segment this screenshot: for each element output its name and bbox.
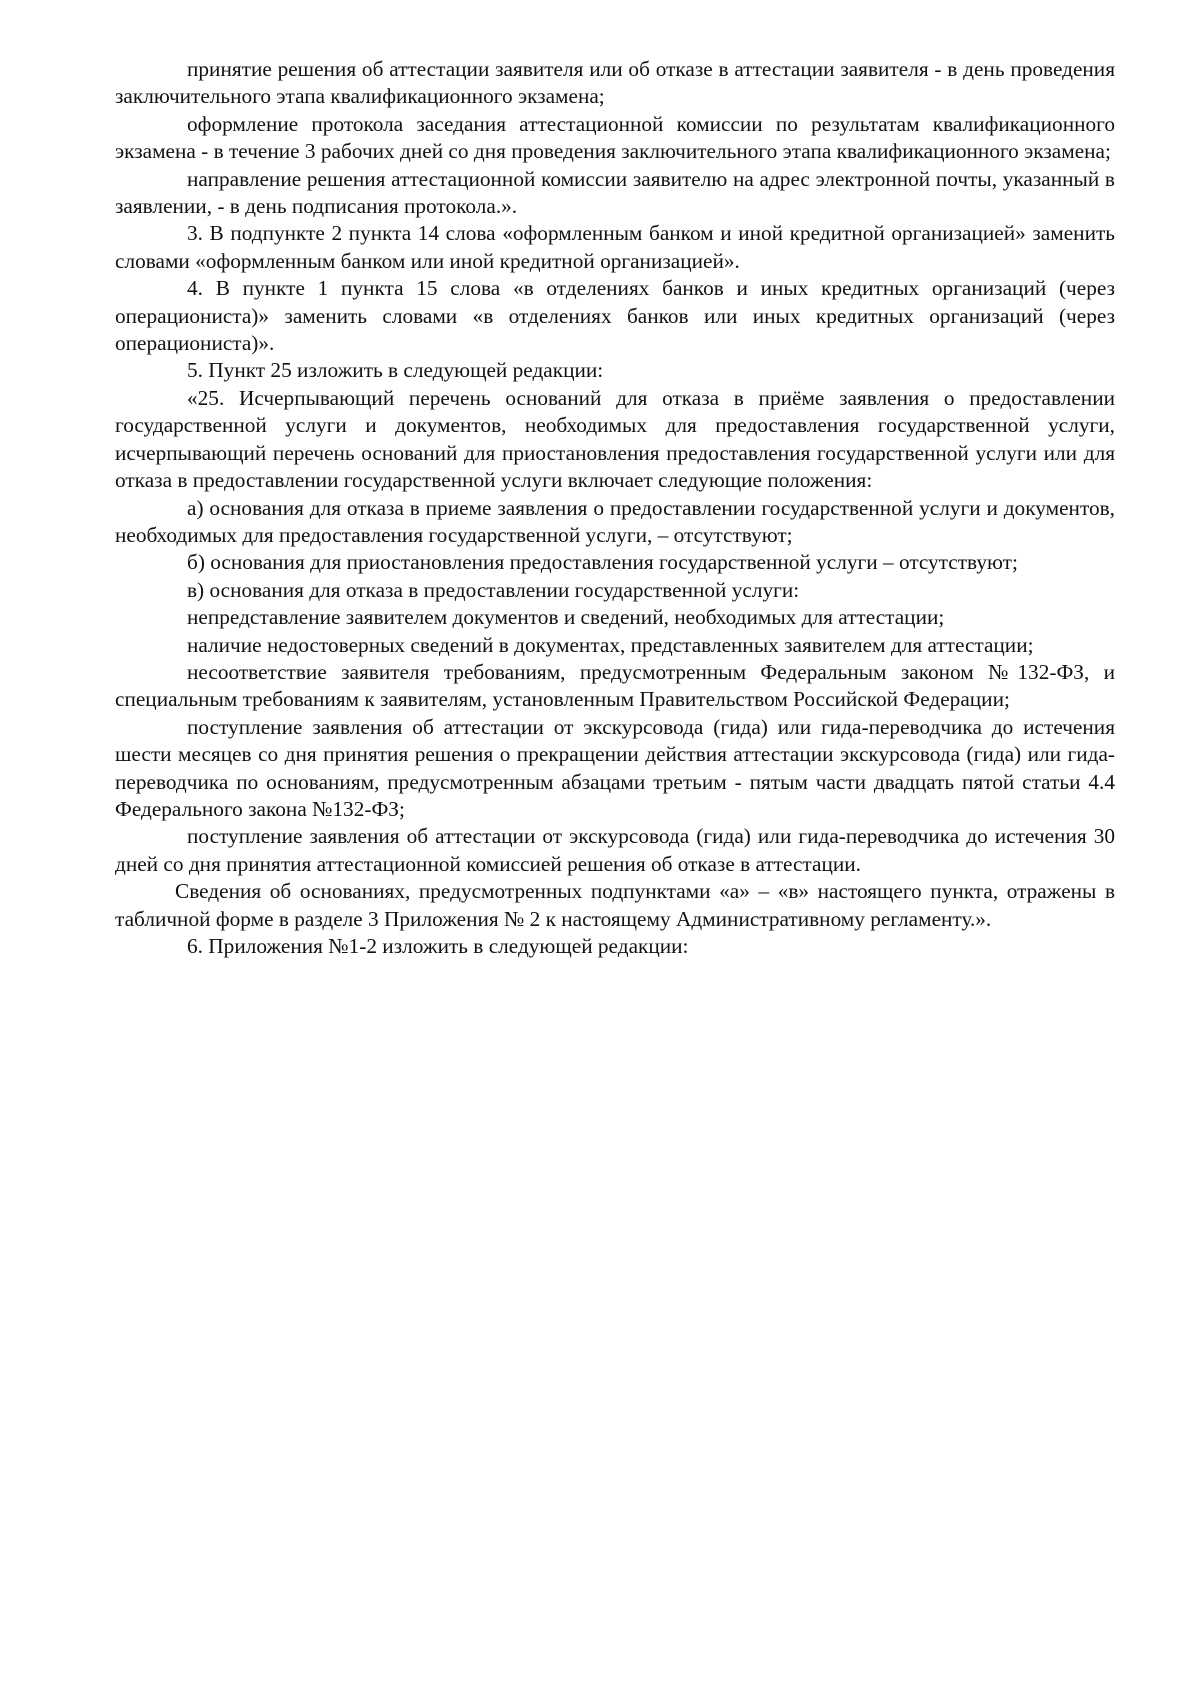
paragraph-subitem-b: б) основания для приостановления предоставления государственной услуги – отсутствуют; [187, 550, 1018, 575]
paragraph-noncompliance: несоответствие заявителя требованиям, предусмотренным Федеральным законом №132-ФЗ, и специальным требованиям к заявителям, установленным Правительством Российской Федерации; [115, 659, 1115, 712]
paragraph-thirty-days: поступление заявления об аттестации от экскурсовода (гида) или гида-переводчика до истечения 30 дней со дня принятия аттестационной комиссией решения об отказе в аттестации. [115, 824, 1115, 876]
document-page [115, 56, 1115, 960]
paragraph-item-6: 6. Приложения №1-2 изложить в следующей редакции: [187, 934, 689, 958]
paragraph-no-documents: непредставление заявителем документов и сведений, необходимых для аттестации; [187, 605, 945, 630]
paragraph-subitem-v: в) основания для отказа в предоставлении государственной услуги: [187, 577, 800, 602]
paragraph-item-4: 4. В пункте 1 пункта 15 слова «в отделениях банков и иных кредитных организаций (через операциониста)» заменить словами «в отделениях банков или иных кредитных организаций (через операциониста)». [115, 276, 1115, 356]
paragraph-subitem-a: а) основания для отказа в приеме заявления о предоставлении государственной услуги и документов, необходимых для предоставления государственной услуги, – отсутствуют; [115, 495, 1115, 547]
paragraph-table-reference: Сведения об основаниях, предусмотренных подпунктами «а» – «в» настоящего пункта, отражены в табличной форме в разделе 3 Приложения № 2 к настоящему Административному регламенту.». [115, 879, 1115, 931]
paragraph-item-5: 5. Пункт 25 изложить в следующей редакции: [187, 358, 604, 383]
paragraph-item-3: 3. В подпункте 2 пункта 14 слова «оформленным банком и иной кредитной организацией» заменить словами «оформленным банком или иной кредитной организацией». [115, 221, 1115, 273]
paragraph-point-25: «25. Исчерпывающий перечень оснований для отказа в приёме заявления о предоставлении государственной услуги и документов, необходимых для предоставления государственной услуги, исчерпывающий перечень оснований для приостановления предоставления государственной услуги или для отказа в предоставлении государственной услуги включает следующие положения: [115, 385, 1115, 493]
paragraph-six-months: поступление заявления об аттестации от экскурсовода (гида) или гида-переводчика до истечения шести месяцев со дня принятия решения о прекращении действия аттестации экскурсовода (гида) или гида-переводчика по основаниям, предусмотренным абзацами третьим - пятым части двадцать пятой статьи 4.4 Федерального закона №132-ФЗ; [115, 714, 1115, 821]
paragraph-email-notice: направление решения аттестационной комиссии заявителю на адрес электронной почты, указанный в заявлении, - в день подписания протокола.». [115, 166, 1115, 219]
paragraph-decision-day: принятие решения об аттестации заявителя или об отказе в аттестации заявителя - в день проведения заключительного этапа квалификационного экзамена; [115, 57, 1115, 109]
paragraph-protocol: оформление протокола заседания аттестационной комиссии по результатам квалификационного экзамена - в течение 3 рабочих дней со дня проведения заключительного этапа квалификационного экзамена; [115, 111, 1115, 164]
paragraph-false-info: наличие недостоверных сведений в документах, представленных заявителем для аттестации; [187, 632, 1034, 657]
